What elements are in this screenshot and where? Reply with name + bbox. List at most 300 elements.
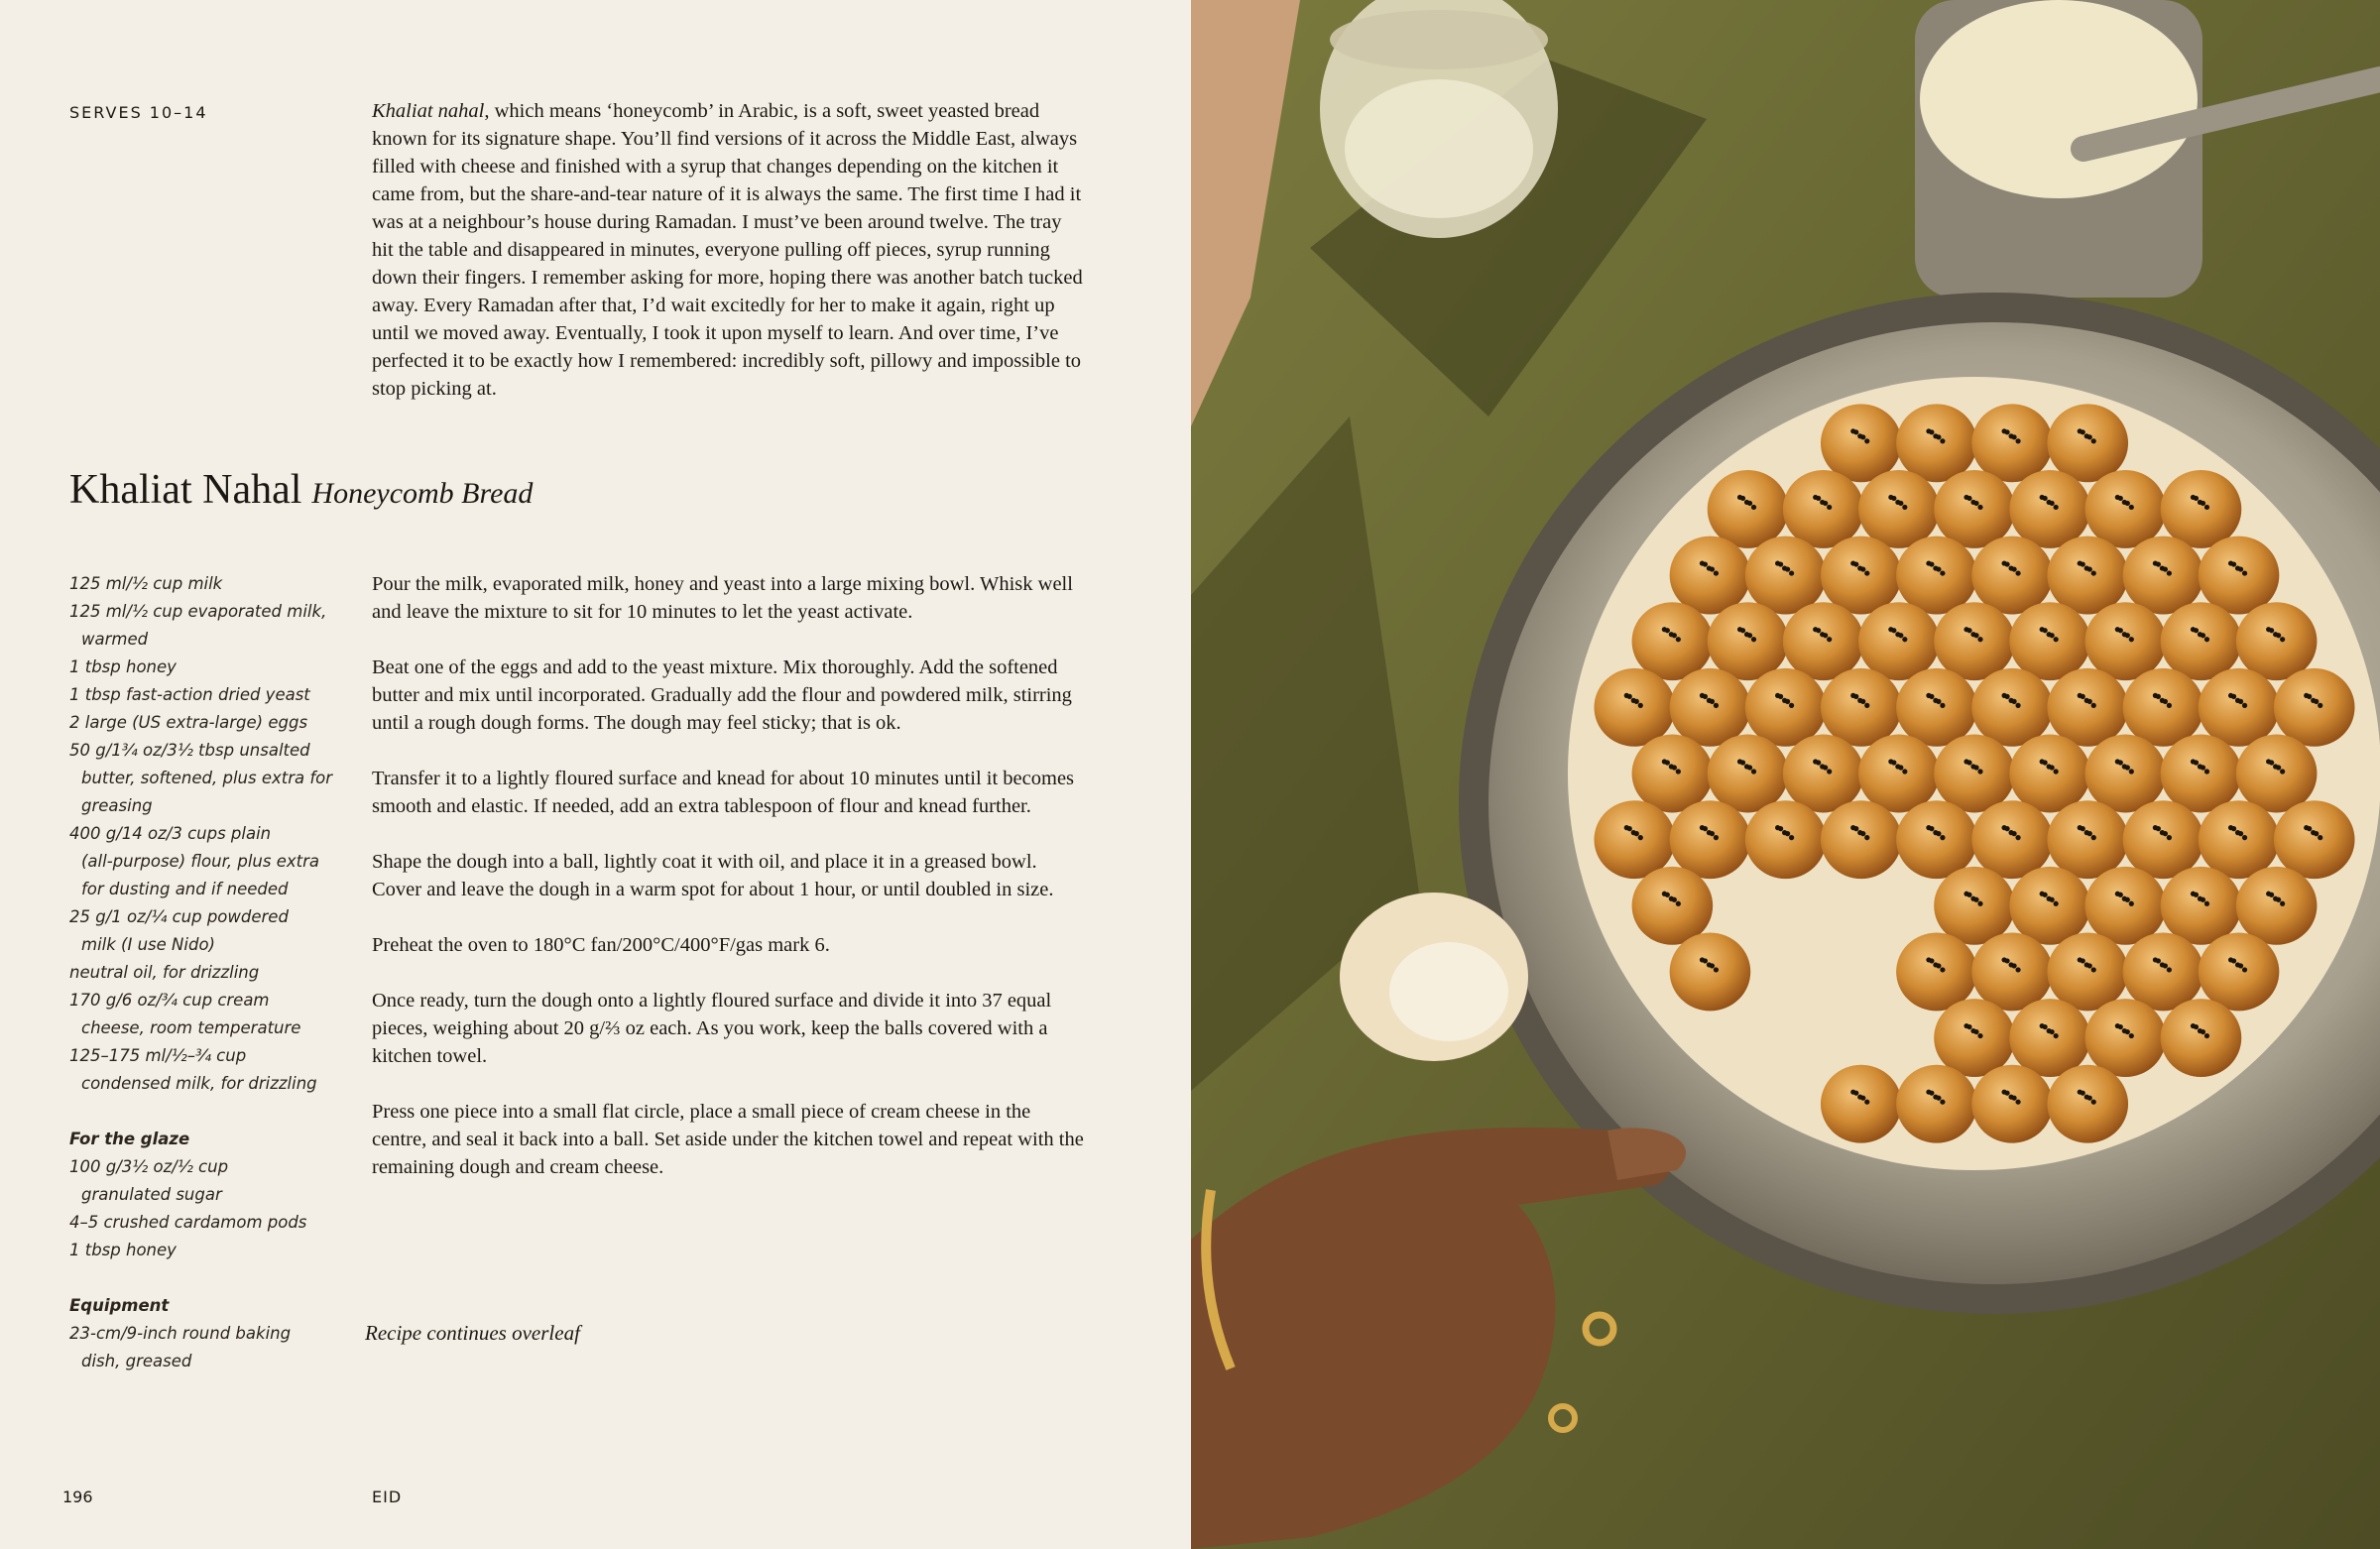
nigella-seed (2314, 831, 2319, 836)
nigella-seed (2129, 901, 2134, 906)
bun (1821, 800, 1902, 879)
nigella-seed (2081, 826, 2085, 831)
nigella-seed (1672, 897, 1677, 902)
nigella-seed (2011, 566, 2016, 571)
nigella-seed (1740, 760, 1745, 765)
nigella-seed (2004, 429, 2009, 434)
nigella-seed (1902, 769, 1907, 774)
nigella-seed (1627, 826, 1632, 831)
bun (1632, 602, 1714, 680)
nigella-seed (1823, 501, 1828, 506)
bun (1783, 735, 1864, 813)
nigella-seed (1936, 1096, 1941, 1101)
nigella-seed (2004, 561, 2009, 566)
nigella-seed (2118, 1024, 2123, 1029)
nigella-seed (2081, 958, 2085, 963)
bun (2123, 932, 2204, 1011)
method-step: Transfer it to a lightly floured surface and knead for about 10 minutes until it becomes smooth and elastic. If needed, add an extra tablespoon of flour and knead further. (372, 768, 1075, 817)
nigella-seed (1714, 703, 1719, 708)
nigella-seed (2307, 694, 2312, 699)
ingredient-line: warmed (81, 630, 149, 649)
ingredient-item (69, 570, 357, 598)
nigella-seed (2011, 699, 2016, 704)
ingredient-line: 1 tbsp honey (69, 1241, 177, 1259)
glaze-item (69, 1153, 357, 1209)
nigella-seed (2204, 505, 2209, 510)
nigella-seed (2081, 561, 2085, 566)
nigella-seed (2276, 897, 2281, 902)
bun (2047, 1065, 2128, 1143)
nigella-seed (1789, 703, 1794, 708)
nigella-seed (1864, 835, 1869, 840)
nigella-seed (2204, 769, 2209, 774)
nigella-seed (1627, 694, 1632, 699)
nigella-seed (1740, 628, 1745, 633)
nigella-seed (1936, 566, 1941, 571)
bun (2009, 999, 2090, 1077)
nigella-seed (1973, 765, 1978, 770)
nigella-seed (2004, 694, 2009, 699)
bun (1670, 668, 1751, 747)
ingredient-item (69, 654, 357, 681)
nigella-seed (2054, 505, 2059, 510)
nigella-seed (2054, 769, 2059, 774)
nigella-seed (2318, 703, 2322, 708)
nigella-seed (2231, 694, 2236, 699)
nigella-seed (1936, 963, 1941, 968)
nigella-seed (2269, 893, 2274, 897)
nigella-seed (2081, 694, 2085, 699)
nigella-seed (1891, 760, 1896, 765)
nigella-seed (1714, 570, 1719, 575)
ingredients-list (69, 570, 357, 1375)
bun (2274, 800, 2355, 879)
nigella-seed (1676, 769, 1681, 774)
nigella-seed (2043, 760, 2048, 765)
nigella-seed (2163, 699, 2168, 704)
bun (1971, 668, 2053, 747)
nigella-seed (2276, 765, 2281, 770)
nigella-seed (1827, 505, 1832, 510)
bun (2161, 470, 2242, 548)
bun (1821, 536, 1902, 615)
nigella-seed (1973, 633, 1978, 638)
ingredient-item (69, 709, 357, 737)
nigella-seed (1665, 628, 1670, 633)
right-page (1191, 0, 2380, 1549)
nigella-seed (2156, 826, 2161, 831)
nigella-seed (1940, 438, 1945, 443)
nigella-seed (1714, 835, 1719, 840)
nigella-seed (1740, 496, 1745, 501)
bun (1896, 800, 1977, 879)
nigella-seed (2204, 1033, 2209, 1038)
ingredient-line: 4–5 crushed cardamom pods (69, 1213, 307, 1232)
nigella-seed (2050, 765, 2055, 770)
nigella-seed (2194, 1024, 2199, 1029)
nigella-seed (1929, 694, 1934, 699)
intro-term: Khaliat nahal (372, 100, 485, 122)
bun (1858, 602, 1940, 680)
nigella-seed (2156, 561, 2161, 566)
nigella-seed (2238, 699, 2243, 704)
nigella-seed (2043, 893, 2048, 897)
nigella-seed (1778, 694, 1783, 699)
bun (1632, 735, 1714, 813)
bun (2047, 932, 2128, 1011)
bun (1971, 404, 2053, 482)
nigella-seed (2163, 831, 2168, 836)
nigella-seed (1898, 765, 1903, 770)
nigella-seed (1676, 901, 1681, 906)
nigella-seed (1710, 963, 1715, 968)
bun (2199, 668, 2280, 747)
nigella-seed (1966, 893, 1971, 897)
nigella-seed (2242, 570, 2247, 575)
nigella-seed (2194, 760, 2199, 765)
nigella-seed (1638, 703, 1643, 708)
bun (2009, 470, 2090, 548)
method-steps (372, 570, 1086, 1209)
nigella-seed (2269, 628, 2274, 633)
bun (1896, 404, 1977, 482)
nigella-seed (1966, 1024, 1971, 1029)
nigella-seed (2156, 694, 2161, 699)
ingredient-item (69, 820, 357, 903)
bun (2161, 735, 2242, 813)
nigella-seed (1860, 566, 1865, 571)
nigella-seed (1672, 765, 1677, 770)
nigella-seed (1703, 826, 1708, 831)
bun (1783, 470, 1864, 548)
nigella-seed (2091, 835, 2096, 840)
bun (2199, 932, 2280, 1011)
nigella-seed (1966, 760, 1971, 765)
ingredient-item (69, 903, 357, 959)
nigella-seed (1778, 561, 1783, 566)
bun (2085, 602, 2167, 680)
bun (1670, 536, 1751, 615)
nigella-seed (1816, 496, 1821, 501)
nigella-seed (1827, 769, 1832, 774)
nigella-seed (1929, 1091, 1934, 1096)
ingredient-line: 23-cm/9-inch round baking (69, 1324, 292, 1343)
nigella-seed (2050, 897, 2055, 902)
nigella-seed (1789, 570, 1794, 575)
nigella-seed (1902, 637, 1907, 642)
glaze-item (69, 1237, 357, 1264)
nigella-seed (2125, 633, 2130, 638)
bun (1745, 668, 1827, 747)
ingredient-item (69, 959, 357, 987)
nigella-seed (1929, 429, 1934, 434)
ingredient-line: for dusting and if needed (81, 880, 289, 898)
nigella-seed (1864, 703, 1869, 708)
nigella-seed (2163, 566, 2168, 571)
nigella-seed (2011, 434, 2016, 439)
nigella-seed (2087, 831, 2092, 836)
nigella-seed (2043, 496, 2048, 501)
nigella-seed (2087, 963, 2092, 968)
nigella-seed (2050, 633, 2055, 638)
ingredient-line: 2 large (US extra-large) eggs (69, 713, 308, 732)
nigella-seed (1816, 760, 1821, 765)
nigella-seed (2015, 1100, 2020, 1105)
nigella-seed (2167, 967, 2172, 972)
bun (1934, 602, 2015, 680)
bun (1858, 735, 1940, 813)
nigella-seed (2015, 835, 2020, 840)
bun (1934, 999, 2015, 1077)
bun (2199, 536, 2280, 615)
nigella-seed (1940, 835, 1945, 840)
method-step: Pour the milk, evaporated milk, honey and yeast into a large mixing bowl. Whisk well and leave the mixture to sit for 10 minutes to let the yeast activate. (372, 573, 1073, 623)
bun (1971, 932, 2053, 1011)
nigella-seed (1827, 637, 1832, 642)
nigella-seed (1672, 633, 1677, 638)
bun (1670, 932, 1751, 1011)
ingredient-line: 125 ml/½ cup evaporated milk, (69, 602, 327, 621)
nigella-seed (2194, 496, 2199, 501)
nigella-seed (2087, 566, 2092, 571)
method-step: Beat one of the eggs and add to the yeast mixture. Mix thoroughly. Add the softened butter and mix until incorporated. Gradually add the flour and powdered milk, stirring until a rough dough forms. The dough may feel sticky; that is ok. (372, 656, 1072, 734)
nigella-seed (1929, 826, 1934, 831)
nigella-seed (2043, 628, 2048, 633)
nigella-seed (2054, 1033, 2059, 1038)
nigella-seed (2129, 769, 2134, 774)
nigella-seed (2280, 769, 2285, 774)
nigella-seed (1966, 628, 1971, 633)
bun (2009, 867, 2090, 945)
ingredient-line: 50 g/1¾ oz/3½ tbsp unsalted (69, 741, 310, 760)
bun (1934, 735, 2015, 813)
nigella-seed (2167, 835, 2172, 840)
bun (1896, 536, 1977, 615)
ingredient-line: dish, greased (81, 1352, 192, 1370)
nigella-seed (2015, 703, 2020, 708)
bun (2047, 404, 2128, 482)
nigella-seed (1936, 434, 1941, 439)
nigella-seed (1778, 826, 1783, 831)
bun (2009, 602, 2090, 680)
nigella-seed (2201, 501, 2205, 506)
nigella-seed (2201, 633, 2205, 638)
nigella-seed (1703, 694, 1708, 699)
ingredient-line: greasing (81, 796, 153, 815)
nigella-seed (1864, 438, 1869, 443)
nigella-seed (2314, 699, 2319, 704)
nigella-seed (1853, 561, 1858, 566)
nigella-seed (2081, 429, 2085, 434)
ingredient-line: 400 g/14 oz/3 cups plain (69, 824, 272, 843)
bun (1934, 470, 2015, 548)
nigella-seed (1747, 633, 1752, 638)
nigella-seed (1940, 967, 1945, 972)
nigella-seed (1973, 501, 1978, 506)
recipe-title-main: Khaliat Nahal (69, 467, 302, 513)
nigella-seed (1703, 561, 1708, 566)
nigella-seed (2125, 897, 2130, 902)
nigella-seed (1823, 633, 1828, 638)
nigella-seed (2231, 826, 2236, 831)
bun (1896, 668, 1977, 747)
nigella-seed (1714, 967, 1719, 972)
bun (2236, 735, 2318, 813)
nigella-seed (2238, 963, 2243, 968)
bun (1670, 800, 1751, 879)
nigella-seed (1710, 831, 1715, 836)
bun (1632, 867, 1714, 945)
bun (2161, 867, 2242, 945)
nigella-seed (1966, 496, 1971, 501)
nigella-seed (1936, 699, 1941, 704)
method-step: Press one piece into a small flat circle, place a small piece of cream cheese in the centre, and seal it back into a ball. Set aside under the kitchen towel and repeat with the remaining dough and cream cheese. (372, 1101, 1084, 1178)
nigella-seed (1853, 694, 1858, 699)
nigella-seed (2011, 831, 2016, 836)
nigella-seed (2015, 570, 2020, 575)
nigella-seed (1902, 505, 1907, 510)
bun (2047, 668, 2128, 747)
ingredient-item (69, 987, 357, 1042)
glaze-item (69, 1209, 357, 1237)
nigella-seed (2194, 628, 2199, 633)
ingredient-line: condensed milk, for drizzling (81, 1074, 317, 1093)
nigella-seed (2091, 967, 2096, 972)
nigella-seed (1977, 901, 1982, 906)
bun (1594, 668, 1675, 747)
nigella-seed (2242, 967, 2247, 972)
nigella-seed (1864, 570, 1869, 575)
bun (1708, 735, 1789, 813)
bun (2123, 668, 2204, 747)
equipment-heading: Equipment (69, 1296, 170, 1315)
nigella-seed (2087, 1096, 2092, 1101)
bun (2236, 867, 2318, 945)
nigella-seed (1751, 505, 1756, 510)
bun (1821, 1065, 1902, 1143)
nigella-seed (2118, 496, 2123, 501)
ingredient-line: granulated sugar (81, 1185, 222, 1204)
ingredient-item (69, 681, 357, 709)
ingredient-line: cheese, room temperature (81, 1018, 301, 1037)
nigella-seed (1977, 505, 1982, 510)
nigella-seed (2163, 963, 2168, 968)
food-photo (1191, 0, 2380, 1549)
ingredient-item (69, 1042, 357, 1098)
bun (1934, 867, 2015, 945)
nigella-seed (2087, 434, 2092, 439)
bun (1896, 1065, 1977, 1143)
nigella-seed (1898, 501, 1903, 506)
bun (2123, 800, 2204, 879)
nigella-seed (2231, 561, 2236, 566)
ingredient-item (69, 598, 357, 654)
bun (2161, 602, 2242, 680)
bun (1708, 470, 1789, 548)
nigella-seed (2125, 1029, 2130, 1034)
ingredient-line: 1 tbsp honey (69, 657, 177, 676)
nigella-seed (1751, 769, 1756, 774)
page-number: 196 (62, 1488, 93, 1506)
bun (2085, 470, 2167, 548)
method-step: Once ready, turn the dough onto a lightly floured surface and divide it into 37 equal pieces, weighing about 20 g/⅔ oz each. As you work, keep the balls covered with a kitchen towel. (372, 990, 1052, 1067)
bun (1745, 536, 1827, 615)
bun (2085, 867, 2167, 945)
recipe-title (69, 466, 533, 514)
nigella-seed (2091, 703, 2096, 708)
nigella-seed (2238, 566, 2243, 571)
ingredient-line: 170 g/6 oz/¾ cup cream (69, 991, 270, 1010)
nigella-seed (1785, 831, 1790, 836)
nigella-seed (2125, 501, 2130, 506)
nigella-seed (1929, 561, 1934, 566)
nigella-seed (2307, 826, 2312, 831)
nigella-seed (1853, 1091, 1858, 1096)
nigella-seed (1751, 637, 1756, 642)
nigella-seed (1676, 637, 1681, 642)
nigella-seed (1929, 958, 1934, 963)
equipment-item (69, 1320, 357, 1375)
nigella-seed (2015, 967, 2020, 972)
bun (1783, 602, 1864, 680)
nigella-seed (1785, 699, 1790, 704)
bun (1896, 932, 1977, 1011)
nigella-seed (2280, 637, 2285, 642)
nigella-seed (1785, 566, 1790, 571)
bun (2199, 800, 2280, 879)
ingredient-line: 1 tbsp fast-action dried yeast (69, 685, 310, 704)
intro-paragraph (372, 97, 1086, 403)
nigella-seed (1977, 1033, 1982, 1038)
ingredient-line: neutral oil, for drizzling (69, 963, 260, 982)
bun (1821, 668, 1902, 747)
nigella-seed (1747, 765, 1752, 770)
nigella-seed (2194, 893, 2199, 897)
ingredient-line: milk (I use Nido) (81, 935, 215, 954)
nigella-seed (2004, 958, 2009, 963)
nigella-seed (2004, 1091, 2009, 1096)
nigella-seed (2118, 760, 2123, 765)
bun (1821, 404, 1902, 482)
bun (1858, 470, 1940, 548)
bun (2047, 536, 2128, 615)
bun (2236, 602, 2318, 680)
bun (2085, 999, 2167, 1077)
ingredient-line: (all-purpose) flour, plus extra (81, 852, 319, 871)
nigella-seed (1898, 633, 1903, 638)
nigella-seed (1747, 501, 1752, 506)
nigella-seed (1940, 1100, 1945, 1105)
nigella-seed (1973, 1029, 1978, 1034)
nigella-seed (2269, 760, 2274, 765)
nigella-seed (1665, 760, 1670, 765)
section-name: EID (372, 1488, 403, 1506)
nigella-seed (2201, 897, 2205, 902)
nigella-seed (2242, 703, 2247, 708)
nigella-seed (2011, 963, 2016, 968)
nigella-seed (1823, 765, 1828, 770)
nigella-seed (1634, 699, 1639, 704)
nigella-seed (2204, 901, 2209, 906)
nigella-seed (1860, 1096, 1865, 1101)
nigella-seed (2204, 637, 2209, 642)
ingredient-item (69, 737, 357, 820)
glaze-heading: For the glaze (69, 1130, 190, 1148)
nigella-seed (1891, 628, 1896, 633)
nigella-seed (1977, 637, 1982, 642)
bun (2123, 536, 2204, 615)
bun (1708, 602, 1789, 680)
